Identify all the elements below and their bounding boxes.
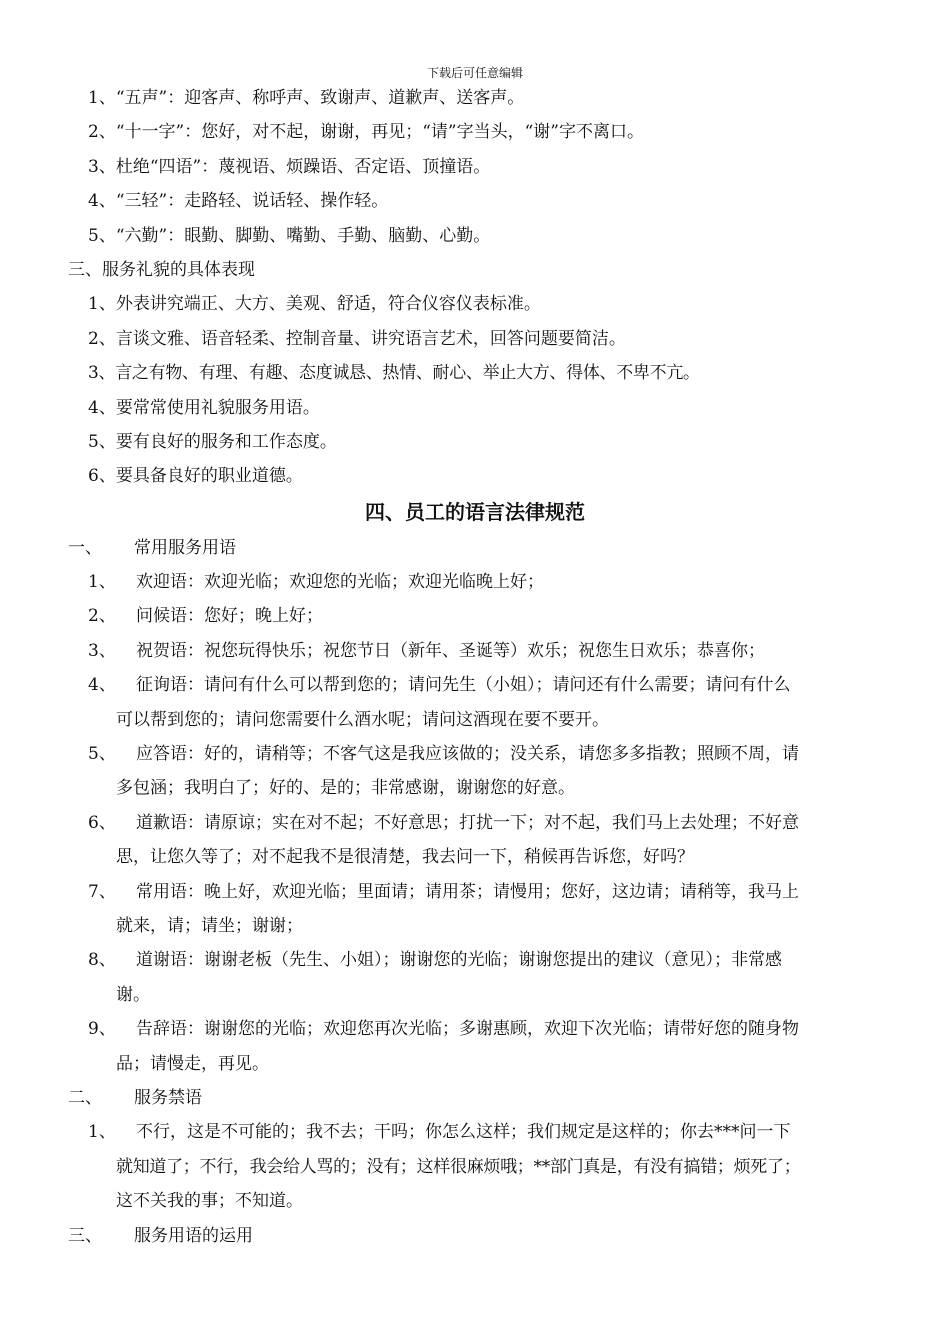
item-line: 问候语：您好；晚上好； <box>136 606 323 627</box>
section-heading-phrase-usage <box>0 1219 950 1253</box>
forbidden-phrase-item <box>0 1115 950 1218</box>
courtesy-item: 3、言之有物、有理、有趣、态度诚恳、热情、耐心、举止大方、得体、不卑不亢。 <box>88 363 700 384</box>
courtesy-item: 5、要有良好的服务和工作态度。 <box>88 431 337 452</box>
section-heading-common-phrases <box>0 531 950 565</box>
item-line: 道歉语：请原谅；实在对不起；不好意思；打扰一下；对不起，我们马上去处理；不好意 <box>136 812 799 833</box>
phrase-item-farewell <box>0 1012 950 1081</box>
eleven-words: 2、“十一字”：您好，对不起，谢谢，再见；“请”字当头，“谢”字不离口。 <box>88 122 644 143</box>
item-number: 1、 <box>88 1122 116 1143</box>
item-line: 不行，这是不可能的；我不去；干吗；你怎么这样；我们规定是这样的；你去***问一下 <box>136 1122 791 1143</box>
phrase-item-welcome <box>0 565 950 599</box>
item-line: 道谢语：谢谢老板（先生、小姐）；谢谢您的光临；谢谢您提出的建议（意见）；非常感 <box>136 950 782 971</box>
item-number: 7、 <box>88 881 116 902</box>
item-number: 6、 <box>88 812 116 833</box>
section-number: 三、 <box>68 1225 102 1246</box>
courtesy-item: 4、要常常使用礼貌服务用语。 <box>88 397 320 418</box>
courtesy-item: 1、外表讲究端正、大方、美观、舒适，符合仪容仪表标准。 <box>88 294 541 315</box>
phrase-item-congratulation <box>0 634 950 668</box>
item-number: 4、 <box>88 675 116 696</box>
phrase-item-inquiry <box>0 668 950 737</box>
item-line: 告辞语：谢谢您的光临；欢迎您再次光临；多谢惠顾，欢迎下次光临；请带好您的随身物 <box>136 1019 799 1040</box>
courtesy-item: 2、言谈文雅、语音轻柔、控制音量、讲究语言艺术，回答问题要简洁。 <box>88 328 626 349</box>
item-number: 5、 <box>88 744 116 765</box>
item-line: 谢。 <box>116 984 150 1005</box>
phrase-item-greeting <box>0 599 950 633</box>
section-title: 服务禁语 <box>134 1087 202 1108</box>
item-line: 品；请慢走，再见。 <box>116 1053 269 1074</box>
section-title: 服务用语的运用 <box>134 1225 253 1246</box>
item-line: 多包涵；我明白了；好的、是的；非常感谢，谢谢您的好意。 <box>116 778 575 799</box>
item-line: 这不关我的事；不知道。 <box>116 1191 303 1212</box>
chapter-title: 四、员工的语言法律规范 <box>365 499 585 524</box>
item-line: 可以帮到您的；请问您需要什么酒水呢；请问这酒现在要不要开。 <box>116 709 609 730</box>
phrase-item-thanks <box>0 943 950 1012</box>
item-line: 就来，请；请坐；谢谢； <box>116 915 303 936</box>
item-line: 征询语：请问有什么可以帮到您的；请问先生（小姐）；请问还有什么需要；请问有什么 <box>136 675 791 696</box>
section-number: 一、 <box>68 537 102 558</box>
section-heading-forbidden-phrases <box>0 1081 950 1115</box>
item-number: 8、 <box>88 950 116 971</box>
section-number: 二、 <box>68 1087 102 1108</box>
phrase-item-common <box>0 875 950 944</box>
phrase-item-apology <box>0 806 950 875</box>
page-header: 下载后可任意编辑 <box>426 66 523 80</box>
item-line: 欢迎语：欢迎光临；欢迎您的光临；欢迎光临晚上好； <box>136 572 544 593</box>
item-number: 2、 <box>88 606 116 627</box>
item-line: 就知道了；不行，我会给人骂的；没有；这样很麻烦哦；**部门真是，有没有搞错；烦死了； <box>116 1156 801 1177</box>
section-title: 常用服务用语 <box>134 537 236 558</box>
item-number: 1、 <box>88 572 116 593</box>
phrase-item-response <box>0 737 950 806</box>
courtesy-item: 6、要具备良好的职业道德。 <box>88 466 303 487</box>
item-line: 思，让您久等了；对不起我不是很清楚，我去问一下，稍候再告诉您，好吗？ <box>116 847 694 868</box>
section-heading-courtesy: 三、服务礼貌的具体表现 <box>68 259 255 280</box>
four-forbidden-phrases: 3、杜绝“四语”：蔑视语、烦躁语、否定语、顶撞语。 <box>88 156 491 177</box>
item-line: 祝贺语：祝您玩得快乐；祝您节日（新年、圣诞等）欢乐；祝您生日欢乐；恭喜你； <box>136 640 765 661</box>
item-number: 3、 <box>88 640 116 661</box>
five-sounds: 1、“五声”：迎客声、称呼声、致谢声、道歉声、送客声。 <box>88 88 525 108</box>
item-line: 应答语：好的，请稍等；不客气这是我应该做的；没关系，请您多多指教；照顾不周，请 <box>136 744 799 765</box>
item-line: 常用语：晚上好，欢迎光临；里面请；请用茶；请慢用；您好，这边请；请稍等，我马上 <box>136 881 799 902</box>
six-diligences: 5、“六勤”：眼勤、脚勤、嘴勤、手勤、脑勤、心勤。 <box>88 225 491 246</box>
three-lights: 4、“三轻”：走路轻、说话轻、操作轻。 <box>88 191 389 212</box>
item-number: 9、 <box>88 1019 116 1040</box>
document-body <box>0 81 950 1253</box>
